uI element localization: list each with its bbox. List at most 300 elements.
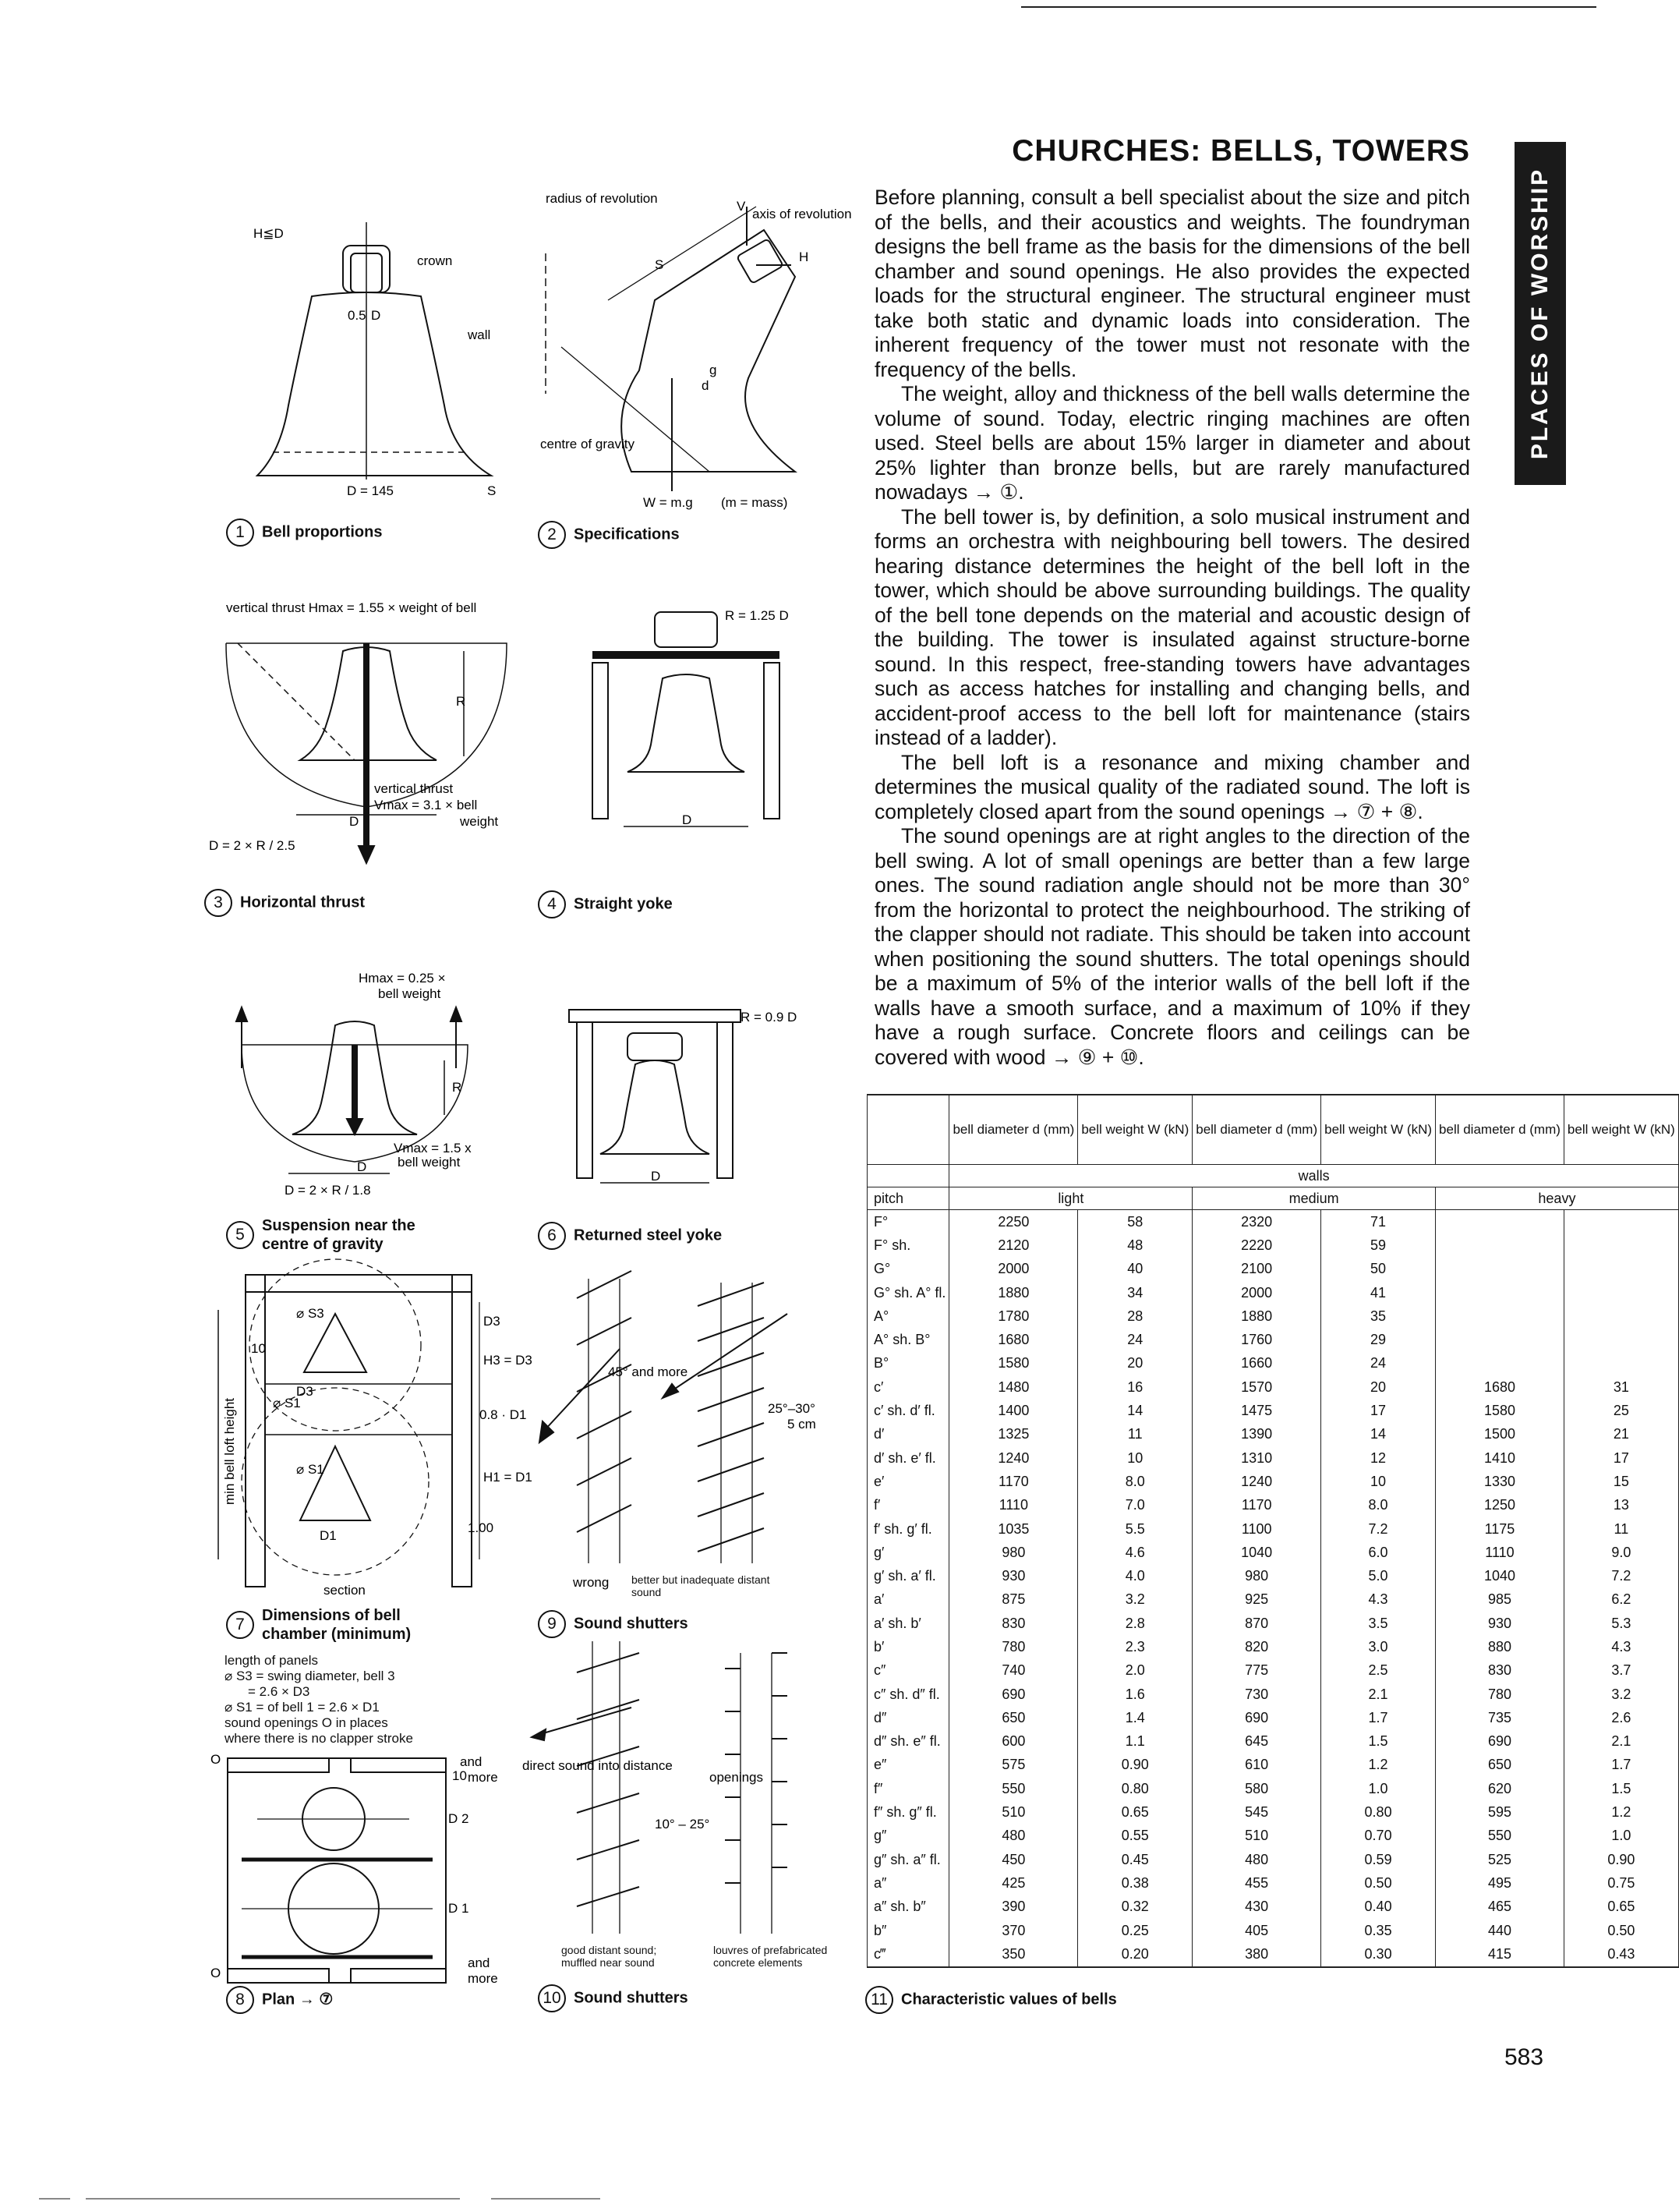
pitch-cell: a″ [868, 1871, 949, 1895]
fig10-caption-text: Sound shutters [574, 1989, 688, 2007]
value-cell: 0.20 [1078, 1942, 1193, 1966]
table-row [868, 1470, 1679, 1493]
value-cell: 1680 [949, 1328, 1078, 1351]
value-cell: 2.6 [1564, 1706, 1678, 1729]
specifications-drawing [538, 183, 865, 511]
value-cell: 510 [1193, 1824, 1321, 1848]
fig3-label-d: D [349, 814, 359, 829]
value-cell: 0.30 [1321, 1942, 1436, 1966]
figure-horizontal-thrust [203, 581, 530, 869]
value-cell: 1.4 [1078, 1706, 1193, 1729]
sound-shutters-a-drawing [530, 1267, 842, 1602]
value-cell: 1250 [1436, 1494, 1564, 1517]
pitch-cell: f″ sh. g″ fl. [868, 1800, 949, 1824]
value-cell: 1.0 [1564, 1824, 1678, 1848]
value-cell: 1.5 [1564, 1777, 1678, 1800]
fig10-label-good: good distant sound; muffled near sound [561, 1944, 657, 1969]
pitch-cell: F° sh. [868, 1233, 949, 1257]
value-cell: 465 [1436, 1895, 1564, 1919]
value-cell: 25 [1564, 1399, 1678, 1422]
value-cell: 510 [949, 1800, 1078, 1824]
value-cell: 20 [1078, 1352, 1193, 1375]
value-cell: 41 [1321, 1281, 1436, 1304]
pitch-cell: c″ sh. d″ fl. [868, 1683, 949, 1706]
table-class-medium: medium [1193, 1187, 1436, 1210]
pitch-cell: a″ sh. b″ [868, 1895, 949, 1919]
paragraph: Before planning, consult a bell specialist about the size and pitch of the bells, and their acoustics and weights. The foundryman designs the bell frame as the basis for the dimensions of the bell chamber and sound openings. He also provides the expected loads for the structural engineer. The structural engineer must take both static and dynamic loads into consideration. The inherent frequency of the tower must not resonate with the frequency of the bells. [875, 186, 1470, 381]
fig8-label-more2: more [468, 1971, 498, 1986]
value-cell: 16 [1078, 1375, 1193, 1399]
value-cell: 645 [1193, 1730, 1321, 1754]
value-cell: 29 [1321, 1328, 1436, 1351]
table-header: bell weight W (kN) [1564, 1095, 1678, 1165]
value-cell: 1410 [1436, 1446, 1564, 1470]
value-cell: 1310 [1193, 1446, 1321, 1470]
value-cell: 620 [1436, 1777, 1564, 1800]
value-cell: 3.0 [1321, 1635, 1436, 1658]
horizontal-thrust-drawing [203, 581, 530, 869]
value-cell: 985 [1436, 1588, 1564, 1612]
value-cell: 58 [1078, 1210, 1193, 1234]
fig7-number: 7 [226, 1611, 254, 1639]
value-cell: 610 [1193, 1754, 1321, 1777]
value-cell [1436, 1281, 1564, 1304]
fig8-caption [226, 1986, 333, 2014]
fig1-label-half: 0.5 [348, 308, 366, 323]
value-cell: 28 [1078, 1304, 1193, 1328]
value-cell: 0.80 [1078, 1777, 1193, 1800]
value-cell: 11 [1078, 1423, 1193, 1446]
pitch-cell: f″ [868, 1777, 949, 1800]
fig8-note: ⌀ S1 = of bell 1 = 2.6 × D1 [224, 1700, 380, 1715]
fig10-label-louvres: louvres of prefabricated concrete elements [713, 1944, 828, 1969]
fig3-label-r: R [456, 694, 466, 709]
value-cell: 980 [949, 1541, 1078, 1564]
value-cell: 405 [1193, 1919, 1321, 1942]
fig2-label-radius: radius of revolution [546, 191, 658, 206]
value-cell: 1110 [949, 1494, 1078, 1517]
value-cell: 1040 [1436, 1564, 1564, 1587]
paragraph: The bell loft is a resonance and mixing chamber and determines the musical quality of the radiated sound. The loft is completely closed apart from the sound openings → ⑦ + ⑧. [875, 750, 1470, 823]
fig1-label-crown: crown [417, 253, 453, 268]
value-cell: 1880 [1193, 1304, 1321, 1328]
fig5-label-d: D [357, 1159, 367, 1174]
table [867, 1094, 1679, 1968]
value-cell: 5.5 [1078, 1517, 1193, 1541]
value-cell [1564, 1258, 1678, 1281]
value-cell: 880 [1436, 1635, 1564, 1658]
table-row [868, 1942, 1679, 1966]
value-cell: 390 [949, 1895, 1078, 1919]
fig7-caption [226, 1606, 449, 1644]
fig9-label-w45: 45° and more [608, 1364, 688, 1379]
value-cell: 480 [949, 1824, 1078, 1848]
value-cell: 1.2 [1564, 1800, 1678, 1824]
value-cell [1436, 1328, 1564, 1351]
fig7-label-dd3: D3 [296, 1384, 313, 1399]
pitch-cell: f′ [868, 1494, 949, 1517]
value-cell: 14 [1321, 1423, 1436, 1446]
value-cell: 20 [1321, 1375, 1436, 1399]
value-cell: 1780 [949, 1304, 1078, 1328]
paragraph: The bell tower is, by definition, a solo musical instrument and forms an orchestra with neighbouring bell towers. The desired hearing distance determines the height of the bell loft in the tower, which should be above surrounding buildings. The quality of the bell tone depends on the material and acoustic design of the building. The tower is insulated against structure-borne sound. In this respect, free-standing towers have advantages such as access hatches for installing and changing bells, and accident-proof access to the bell loft for maintenance (stairs instead of a ladder). [875, 504, 1470, 749]
value-cell: 925 [1193, 1588, 1321, 1612]
fig2-label-axis: axis of revolution [752, 207, 852, 221]
value-cell: 12 [1321, 1446, 1436, 1470]
fig8-notes [224, 1653, 413, 1747]
fig11-number: 11 [865, 1986, 893, 2014]
value-cell: 21 [1564, 1423, 1678, 1446]
value-cell: 1580 [949, 1352, 1078, 1375]
table-row [868, 1375, 1679, 1399]
fig2-label-centre: centre of gravity [540, 437, 634, 451]
value-cell: 690 [1193, 1706, 1321, 1729]
fig6-caption [538, 1222, 722, 1250]
value-cell: 48 [1078, 1233, 1193, 1257]
figure-plan [210, 1747, 538, 1996]
value-cell: 595 [1436, 1800, 1564, 1824]
sound-shutters-b-drawing [522, 1637, 850, 1980]
fig3-caption-text: Horizontal thrust [240, 894, 365, 911]
value-cell: 875 [949, 1588, 1078, 1612]
value-cell: 2.1 [1564, 1730, 1678, 1754]
fig3-label-vmax: Vmax = 3.1 × bell [374, 798, 478, 812]
pitch-cell: d′ sh. e′ fl. [868, 1446, 949, 1470]
table-row [868, 1588, 1679, 1612]
value-cell: 7.2 [1321, 1517, 1436, 1541]
value-cell: 71 [1321, 1210, 1436, 1234]
value-cell: 0.50 [1564, 1919, 1678, 1942]
value-cell: 2.0 [1078, 1659, 1193, 1683]
fig7-label-s1: ⌀ S1 [296, 1462, 324, 1477]
value-cell: 775 [1193, 1659, 1321, 1683]
value-cell: 440 [1436, 1919, 1564, 1942]
value-cell: 4.6 [1078, 1541, 1193, 1564]
pitch-cell: g″ sh. a″ fl. [868, 1848, 949, 1871]
fig7-caption-text: Dimensions of bell chamber (minimum) [262, 1607, 412, 1643]
page-number: 583 [1504, 2044, 1544, 2070]
pitch-cell: c‴ [868, 1942, 949, 1966]
plan-drawing [210, 1747, 538, 1996]
value-cell [1436, 1352, 1564, 1375]
value-cell: 14 [1078, 1399, 1193, 1422]
table-row [868, 1777, 1679, 1800]
fig3-label-formula: D = 2 × R / 2.5 [209, 838, 295, 853]
table-row [868, 1635, 1679, 1658]
value-cell: 17 [1564, 1446, 1678, 1470]
value-cell: 600 [949, 1730, 1078, 1754]
value-cell: 0.59 [1321, 1848, 1436, 1871]
table-row [868, 1304, 1679, 1328]
table-header: bell diameter d (mm) [949, 1095, 1078, 1165]
value-cell: 425 [949, 1871, 1078, 1895]
value-cell: 0.70 [1321, 1824, 1436, 1848]
footer-rule [39, 2198, 70, 2200]
value-cell: 34 [1078, 1281, 1193, 1304]
value-cell: 13 [1564, 1494, 1678, 1517]
figure-sound-shutters-b [522, 1637, 850, 1980]
pitch-cell: a′ sh. b′ [868, 1612, 949, 1635]
value-cell: 1175 [1436, 1517, 1564, 1541]
value-cell: 580 [1193, 1777, 1321, 1800]
value-cell: 0.32 [1078, 1895, 1193, 1919]
pitch-cell: g″ [868, 1824, 949, 1848]
value-cell [1436, 1233, 1564, 1257]
fig9-label-wrong: wrong [573, 1575, 610, 1590]
table-row [868, 1683, 1679, 1706]
fig5-caption [226, 1216, 433, 1254]
pitch-cell: B° [868, 1352, 949, 1375]
table-row [868, 1494, 1679, 1517]
fig1-caption [226, 518, 382, 547]
fig3-number: 3 [204, 889, 232, 917]
value-cell: 0.50 [1321, 1871, 1436, 1895]
fig1-label-s: S [487, 483, 497, 498]
fig4-label-d: D [682, 812, 692, 827]
page-title: CHURCHES: BELLS, TOWERS [1012, 134, 1470, 168]
pitch-cell: g′ [868, 1541, 949, 1564]
pitch-cell: c′ sh. d′ fl. [868, 1399, 949, 1422]
value-cell: 5.0 [1321, 1564, 1436, 1587]
table-row [868, 1659, 1679, 1683]
suspension-drawing [234, 967, 514, 1209]
value-cell: 9.0 [1564, 1541, 1678, 1564]
value-cell: 4.0 [1078, 1564, 1193, 1587]
fig2-label-v: V [737, 199, 746, 214]
value-cell: 3.2 [1078, 1588, 1193, 1612]
value-cell: 0.35 [1321, 1919, 1436, 1942]
fig2-label-mass: (m = mass) [721, 495, 788, 510]
value-cell: 980 [1193, 1564, 1321, 1587]
fig4-caption-text: Straight yoke [574, 895, 673, 913]
fig8-note: ⌀ S3 = swing diameter, bell 3 [224, 1669, 395, 1683]
fig4-label-r: R = 1.25 D [725, 608, 789, 623]
fig5-number: 5 [226, 1221, 254, 1249]
fig10-label-direct: direct sound into distance [522, 1758, 673, 1773]
table-row [868, 1824, 1679, 1848]
value-cell: 17 [1321, 1399, 1436, 1422]
fig5-label-hmax: Hmax = 0.25 × [359, 971, 446, 986]
value-cell: 31 [1564, 1375, 1678, 1399]
fig9-label-ang: 25°–30° [768, 1401, 815, 1416]
value-cell: 740 [949, 1659, 1078, 1683]
table-pitch-label: pitch [868, 1187, 949, 1210]
value-cell: 50 [1321, 1258, 1436, 1281]
value-cell: 8.0 [1078, 1470, 1193, 1493]
fig7-label-section: section [323, 1583, 366, 1598]
fig2-label-s: S [655, 257, 664, 272]
footer-rule [86, 2198, 460, 2200]
value-cell: 1.1 [1078, 1730, 1193, 1754]
fig8-label-more: more [468, 1770, 498, 1785]
fig10-label-ang: 10° – 25° [655, 1817, 710, 1832]
value-cell: 1390 [1193, 1423, 1321, 1446]
value-cell: 15 [1564, 1470, 1678, 1493]
value-cell: 1330 [1436, 1470, 1564, 1493]
pitch-cell: F° [868, 1210, 949, 1234]
fig9-caption [538, 1610, 688, 1638]
value-cell: 0.55 [1078, 1824, 1193, 1848]
value-cell: 1170 [949, 1470, 1078, 1493]
bell-values-table [867, 1094, 1675, 1968]
table-row [868, 1517, 1679, 1541]
table-row [868, 1612, 1679, 1635]
table-row [868, 1754, 1679, 1777]
table-row [868, 1800, 1679, 1824]
pitch-cell: b″ [868, 1919, 949, 1942]
table-row [868, 1730, 1679, 1754]
fig5-label-bw2: bell weight [398, 1155, 461, 1170]
fig1-label-d: D [371, 308, 381, 323]
table-header-row [868, 1095, 1679, 1165]
value-cell: 930 [1436, 1612, 1564, 1635]
fig5-label-vmax: Vmax = 1.5 x [394, 1141, 472, 1156]
value-cell: 1110 [1436, 1541, 1564, 1564]
fig8-label-and: and [460, 1754, 482, 1769]
value-cell: 780 [949, 1635, 1078, 1658]
table-row [868, 1352, 1679, 1375]
value-cell [1564, 1352, 1678, 1375]
value-cell: 0.43 [1564, 1942, 1678, 1966]
value-cell: 2.8 [1078, 1612, 1193, 1635]
pitch-cell: e′ [868, 1470, 949, 1493]
value-cell: 3.5 [1321, 1612, 1436, 1635]
table-row [868, 1281, 1679, 1304]
value-cell: 1880 [949, 1281, 1078, 1304]
value-cell: 35 [1321, 1304, 1436, 1328]
fig5-label-formula: D = 2 × R / 1.8 [285, 1183, 371, 1198]
table-row [868, 1399, 1679, 1422]
value-cell: 1760 [1193, 1328, 1321, 1351]
table-row [868, 1233, 1679, 1257]
value-cell: 730 [1193, 1683, 1321, 1706]
value-cell [1564, 1304, 1678, 1328]
fig8-note: length of panels [224, 1653, 319, 1668]
value-cell: 455 [1193, 1871, 1321, 1895]
value-cell: 2220 [1193, 1233, 1321, 1257]
pitch-cell: c′ [868, 1375, 949, 1399]
table-header: bell diameter d (mm) [1193, 1095, 1321, 1165]
fig1-label-dia: D = 145 [347, 483, 394, 498]
value-cell [1436, 1258, 1564, 1281]
value-cell: 650 [949, 1706, 1078, 1729]
table-row [868, 1258, 1679, 1281]
value-cell: 2250 [949, 1210, 1078, 1234]
fig9-label-better: better but inadequate distant sound [631, 1573, 770, 1598]
fig9-number: 9 [538, 1610, 566, 1638]
fig2-label-g: g [709, 363, 717, 377]
fig1-label-wall: wall [468, 327, 491, 342]
value-cell: 1660 [1193, 1352, 1321, 1375]
fig8-label-o: O [210, 1752, 221, 1767]
table-corner [868, 1095, 949, 1165]
fig2-caption-text: Specifications [574, 526, 680, 543]
bell-proportions-drawing [210, 211, 522, 507]
fig3-label-top: vertical thrust Hmax = 1.55 × weight of bell [226, 600, 477, 615]
table-walls-label: walls [949, 1165, 1678, 1187]
table-header: bell diameter d (mm) [1436, 1095, 1564, 1165]
pitch-cell: e″ [868, 1754, 949, 1777]
value-cell: 450 [949, 1848, 1078, 1871]
fig7-label-ten: 10 [251, 1341, 266, 1356]
value-cell: 2100 [1193, 1258, 1321, 1281]
returned-steel-yoke-drawing [561, 1002, 826, 1197]
value-cell: 11 [1564, 1517, 1678, 1541]
value-cell: 1.7 [1321, 1706, 1436, 1729]
value-cell: 1100 [1193, 1517, 1321, 1541]
table-header: bell weight W (kN) [1078, 1095, 1193, 1165]
value-cell: 10 [1321, 1470, 1436, 1493]
fig4-caption [538, 890, 673, 918]
value-cell: 650 [1436, 1754, 1564, 1777]
pitch-cell: A° sh. B° [868, 1328, 949, 1351]
value-cell: 430 [1193, 1895, 1321, 1919]
fig2-label-d: d [702, 378, 709, 393]
value-cell: 930 [949, 1564, 1078, 1587]
value-cell: 6.2 [1564, 1588, 1678, 1612]
fig8-caption-text: Plan → ⑦ [262, 1991, 334, 2008]
value-cell: 4.3 [1321, 1588, 1436, 1612]
fig8-note: where there is no clapper stroke [224, 1731, 413, 1746]
fig7-label-one: 1.00 [468, 1520, 494, 1535]
value-cell [1436, 1210, 1564, 1234]
value-cell: 59 [1321, 1233, 1436, 1257]
pitch-cell: d″ sh. e″ fl. [868, 1730, 949, 1754]
value-cell: 3.7 [1564, 1659, 1678, 1683]
value-cell: 550 [1436, 1824, 1564, 1848]
value-cell [1436, 1304, 1564, 1328]
value-cell: 0.80 [1321, 1800, 1436, 1824]
fig6-label-r: R = 0.9 D [741, 1010, 797, 1025]
table-class-heavy: heavy [1436, 1187, 1679, 1210]
value-cell: 10 [1078, 1446, 1193, 1470]
table-header: bell weight W (kN) [1321, 1095, 1436, 1165]
value-cell: 830 [1436, 1659, 1564, 1683]
top-rule [1021, 6, 1596, 8]
fig7-label-h08: 0.8 · D1 [479, 1407, 527, 1422]
fig9-label-cm: 5 cm [787, 1417, 816, 1432]
fig7-label-h3: H3 = D3 [483, 1353, 532, 1368]
table-row [868, 1895, 1679, 1919]
value-cell: 1170 [1193, 1494, 1321, 1517]
table-body [868, 1210, 1679, 1967]
fig1-caption-text: Bell proportions [262, 523, 383, 541]
fig8-note: sound openings O in places [224, 1715, 388, 1730]
fig10-label-openings: openings [709, 1770, 764, 1785]
fig7-label-minh: min bell loft height [222, 1397, 237, 1505]
value-cell: 525 [1436, 1848, 1564, 1871]
value-cell: 1240 [949, 1446, 1078, 1470]
value-cell: 1400 [949, 1399, 1078, 1422]
fig4-number: 4 [538, 890, 566, 918]
fig7-label-d3: D3 [483, 1314, 500, 1329]
value-cell: 550 [949, 1777, 1078, 1800]
value-cell: 0.65 [1078, 1800, 1193, 1824]
value-cell: 4.3 [1564, 1635, 1678, 1658]
value-cell: 2.1 [1321, 1683, 1436, 1706]
table-class-light: light [949, 1187, 1193, 1210]
value-cell: 3.2 [1564, 1683, 1678, 1706]
section-tab-label: PLACES OF WORSHIP [1527, 167, 1553, 460]
value-cell [1564, 1281, 1678, 1304]
value-cell: 1.5 [1321, 1730, 1436, 1754]
value-cell: 690 [949, 1683, 1078, 1706]
value-cell: 1240 [1193, 1470, 1321, 1493]
value-cell: 1.6 [1078, 1683, 1193, 1706]
table-row [868, 1564, 1679, 1587]
value-cell: 780 [1436, 1683, 1564, 1706]
table-row [868, 1706, 1679, 1729]
